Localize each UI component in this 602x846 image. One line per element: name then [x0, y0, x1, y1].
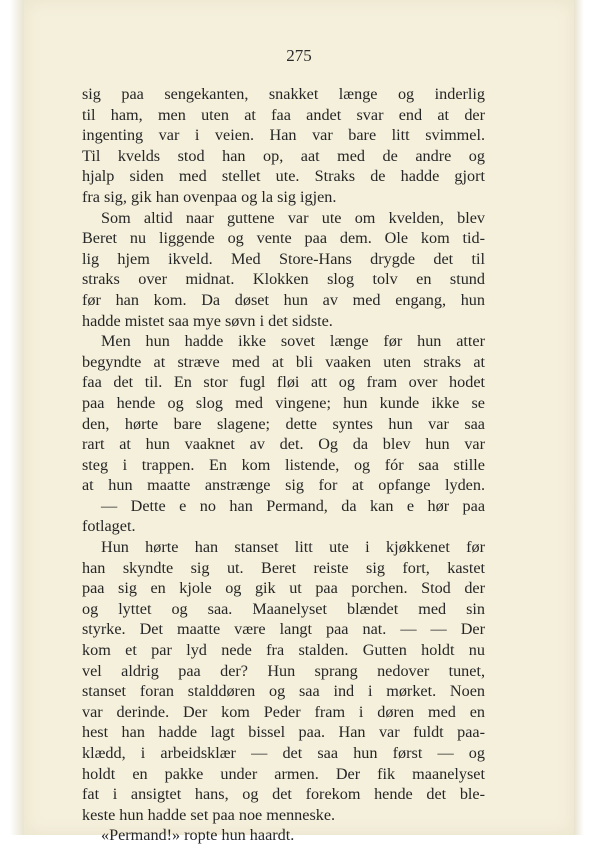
- text-line: og lyttet og saa. Maanelyset blændet med sin: [82, 599, 485, 618]
- text-line: den, hørte bare slagene; dette syntes hun var saa: [82, 414, 485, 433]
- right-margin: [574, 0, 602, 835]
- text-line: paa sig en kjole og gik ut paa porchen. Stod der: [82, 579, 485, 598]
- text-line: stanset foran stalddøren og saa ind i mørket. Noen: [82, 682, 485, 701]
- text-line: holdt en pakke under armen. Der fik maanelyset: [82, 764, 485, 783]
- text-line: faa det til. En stor fugl fløi att og fram over hodet: [82, 373, 485, 392]
- text-line: ingenting var i veien. Han var bare litt svimmel.: [82, 126, 485, 145]
- text-line: før han kom. Da døset hun av med engang, hun: [82, 290, 485, 309]
- text-line: Som altid naar guttene var ute om kvelden, blev: [101, 208, 485, 227]
- text-line: rart at hun vaaknet av det. Og da blev hun var: [82, 435, 485, 454]
- text-line: klædd, i arbeidsklær — det saa hun først — og: [82, 744, 485, 762]
- book-page: [24, 0, 574, 845]
- text-line: fotlaget.: [82, 517, 136, 536]
- text-line: fra sig, gik han ovenpaa og la sig igjen.: [82, 187, 337, 206]
- page-number: 275: [286, 46, 312, 65]
- text-line: — Dette e no han Permand, da kan e hør paa: [101, 496, 485, 515]
- text-line: til ham, men uten at faa andet svar end at der: [82, 105, 485, 124]
- text-line: at hun maatte anstrænge sig for at opfange lyden.: [82, 476, 485, 495]
- text-line: vel aldrig paa der? Hun sprang nedover tunet,: [82, 661, 485, 680]
- text-line: var derinde. Der kom Peder fram i døren med en: [82, 702, 485, 721]
- text-line: keste hun hadde set paa noe menneske.: [82, 805, 336, 824]
- text-line: paa hende og slog med vingene; hun kunde ikke se: [82, 393, 485, 412]
- text-line: Beret nu liggende og vente paa dem. Ole kom tid-: [82, 229, 485, 248]
- text-line: hest han hadde lagt bissel paa. Han var fuldt paa-: [82, 723, 485, 742]
- text-line: styrke. Det maatte være langt paa nat. — — Der: [82, 620, 485, 639]
- text-line: Til kvelds stod han op, aat med de andre og: [82, 146, 485, 165]
- text-line: steg i trappen. En kom listende, og fór saa stille: [82, 455, 485, 474]
- text-line: hjalp siden med stellet ute. Straks de hadde gjort: [82, 167, 485, 186]
- text-line: Hun hørte han stanset litt ute i kjøkkenet før: [101, 538, 485, 557]
- text-line: hadde mistet saa mye søvn i det sidste.: [82, 311, 333, 330]
- text-line: begyndte at stræve med at bli vaaken uten straks at: [82, 352, 485, 371]
- text-line: Men hun hadde ikke sovet længe før hun atter: [101, 332, 485, 351]
- text-line: «Permand!» ropte hun haardt.: [101, 826, 295, 845]
- text-line: fat i ansigtet hans, og det forekom hende det ble-: [82, 785, 485, 804]
- text-line: han skyndte sig ut. Beret reiste sig fort, kastet: [82, 558, 485, 577]
- left-margin: [0, 0, 24, 835]
- body-text: [82, 84, 485, 846]
- text-line: straks over midnat. Klokken slog tolv en stund: [82, 270, 485, 289]
- text-line: sig paa sengekanten, snakket længe og inderlig: [82, 85, 485, 103]
- text-line: lig hjem ikveld. Med Store-Hans drygde det til: [82, 249, 485, 268]
- text-line: kom et par lyd nede fra stalden. Gutten holdt nu: [82, 641, 485, 660]
